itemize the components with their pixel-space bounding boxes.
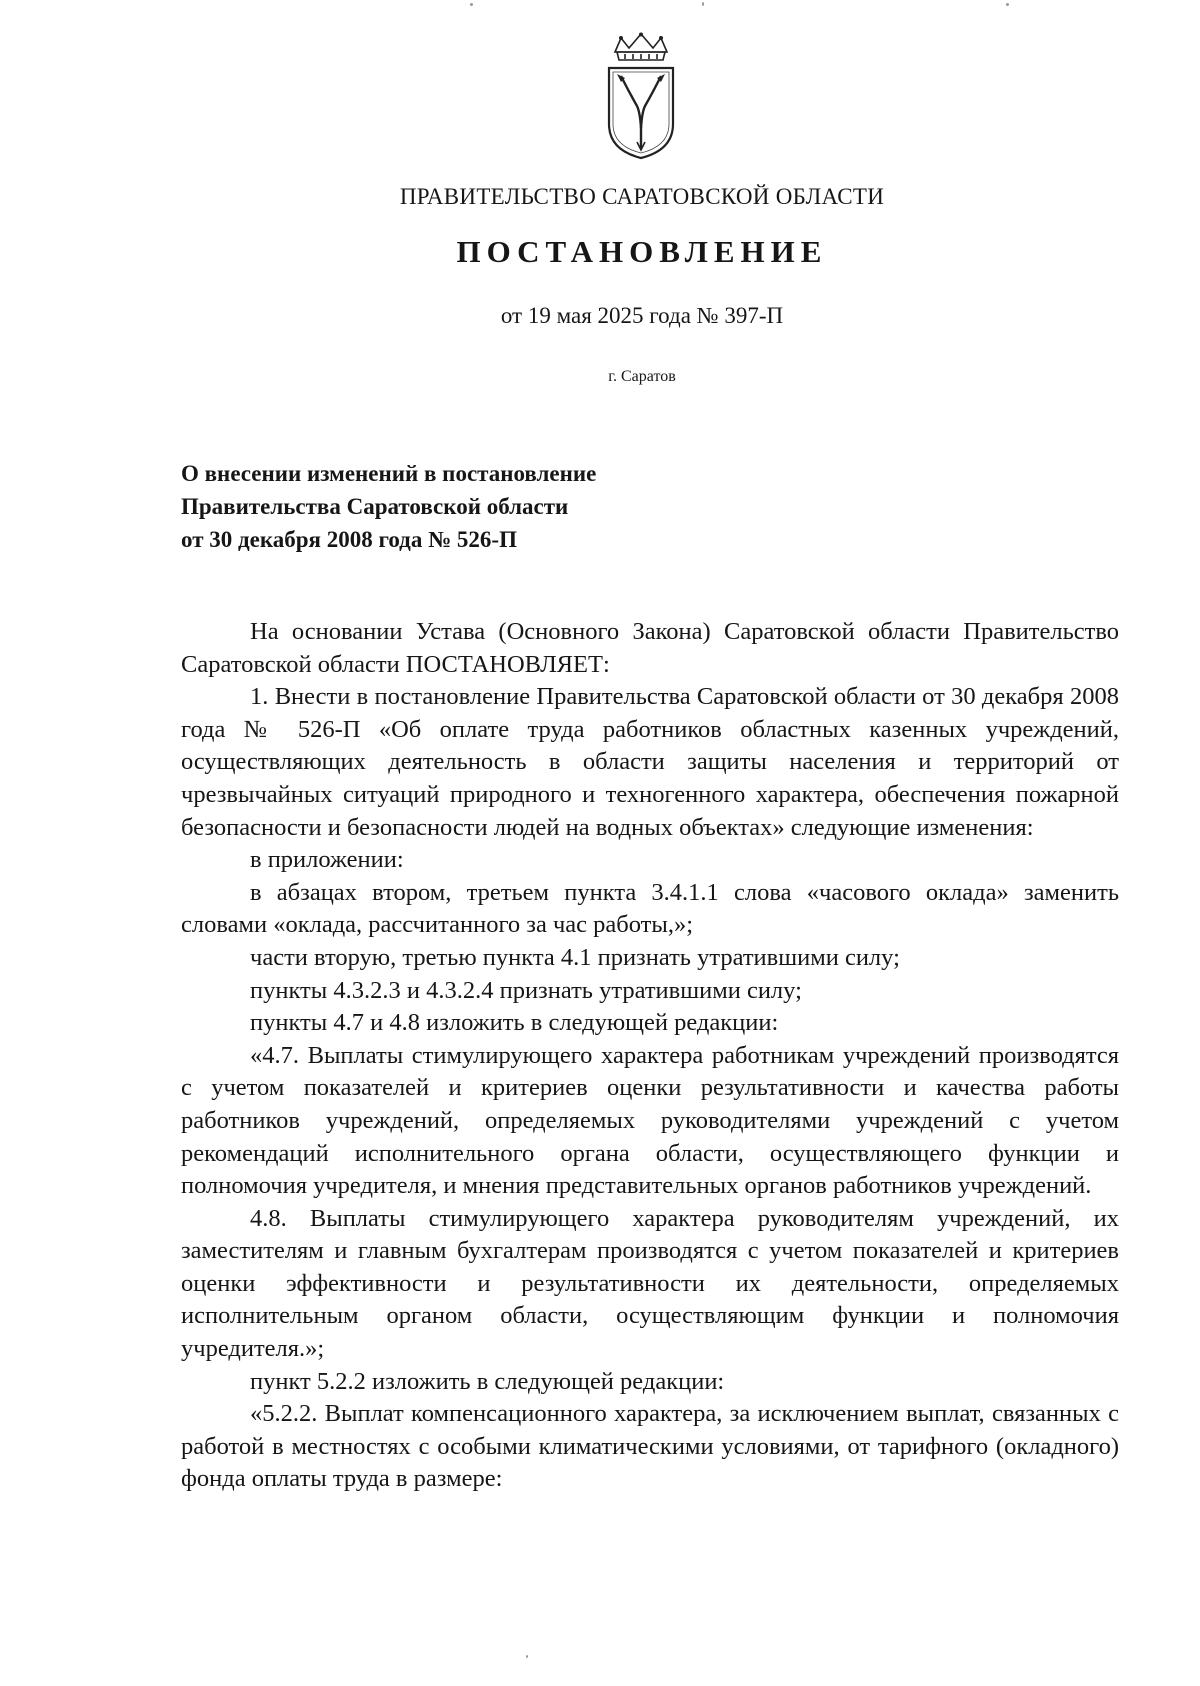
government-name: ПРАВИТЕЛЬСТВО САРАТОВСКОЙ ОБЛАСТИ <box>399 184 885 209</box>
scan-speck <box>702 2 704 6</box>
body-paragraph: пункты 4.7 и 4.8 изложить в следующей редакции: <box>250 1009 779 1037</box>
body-paragraph: пункты 4.3.2.3 и 4.3.2.4 признать утратившими силу; <box>250 976 802 1004</box>
subject-line: О внесении изменений в постановление <box>181 461 597 486</box>
scan-speck <box>1006 3 1009 6</box>
body-paragraph: На основании Устава (Основного Закона) Саратовской области Правительство Саратовской области ПОСТАНОВЛЯЕТ: <box>181 618 1119 678</box>
saratov-coat-of-arms-icon <box>599 32 683 162</box>
body-paragraph: «5.2.2. Выплат компенсационного характера, за исключением выплат, связанных с работой в местностях с особыми климатическими условиями, от тарифного (окладного) фонда оплаты труда в размере: <box>181 1400 1119 1493</box>
document-subject <box>181 457 596 556</box>
document-city: г. Саратов <box>608 368 676 385</box>
document-date-number: от 19 мая 2025 года № 397-П <box>500 303 784 328</box>
document-type: ПОСТАНОВЛЕНИЕ <box>456 234 828 269</box>
scan-speck <box>526 1655 528 1658</box>
scan-speck <box>470 3 473 6</box>
body-paragraph: пункт 5.2.2 изложить в следующей редакции: <box>250 1367 725 1395</box>
body-paragraph: в приложении: <box>250 846 404 874</box>
body-paragraph: 1. Внести в постановление Правительства Саратовской области от 30 декабря 2008 года № 526-П «Об оплате труда работников областных казенных учреждений, осуществляющих деятельность в области защиты населения и территорий от чрезвычайных ситуаций природного и техногенного характера, обеспечения пожарной безопасности и безопасности людей на водных объектах» следующие изменения: <box>181 683 1119 841</box>
subject-line: от 30 декабря 2008 года № 526-П <box>181 527 517 552</box>
subject-line: Правительства Саратовской области <box>181 494 569 519</box>
document-body <box>181 616 1119 1496</box>
body-paragraph: 4.8. Выплаты стимулирующего характера руководителям учреждений, их заместителям и главным бухгалтерам производятся с учетом показателей и критериев оценки эффективности и результативности их деятельности, определяемых исполнительным органом области, осуществляющим функции и полномочия учредителя.»; <box>181 1204 1119 1363</box>
body-paragraph: в абзацах втором, третьем пункта 3.4.1.1 слова «часового оклада» заменить словами «оклада, рассчитанного за час работы,»; <box>181 878 1119 939</box>
body-paragraph: «4.7. Выплаты стимулирующего характера работникам учреждений производятся с учетом показателей и критериев оценки результативности и качества работы работников учреждений, определяемых руководителями учреждений с учетом рекомендаций исполнительного органа области, осуществляющего функции и полномочия учредителя, и мнения представительных органов работников учреждений. <box>181 1041 1119 1200</box>
body-paragraph: части вторую, третью пункта 4.1 признать утратившими силу; <box>250 943 900 971</box>
